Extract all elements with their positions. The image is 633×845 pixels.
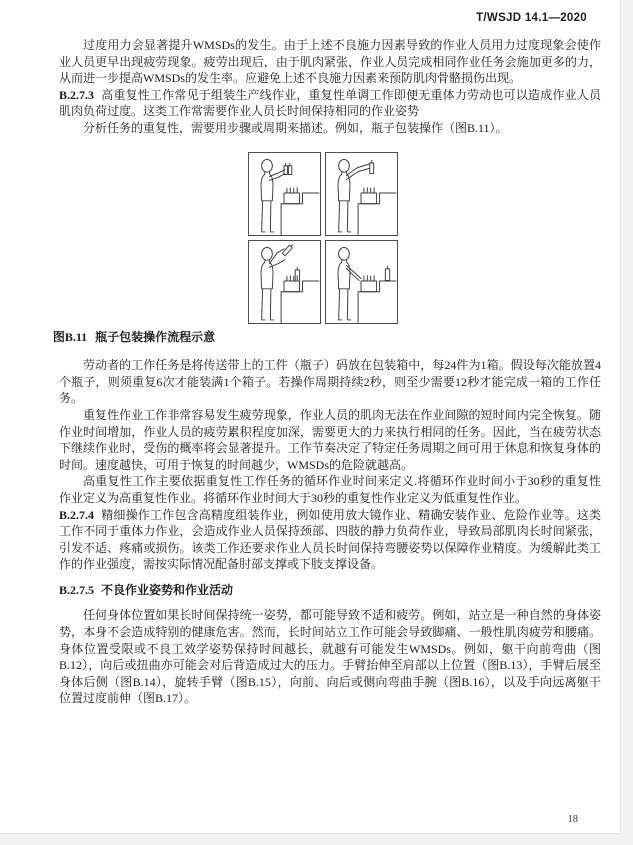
clause-b273-text: 高重复性工作常见于组装生产线作业，重复性单调工作即便无重体力劳动也可以造成作业人员肌肉负荷过度。这类工作常需要作业人员长时间保持相同的作业姿势: [59, 87, 601, 119]
para-repetitive-analysis: 分析任务的重复性，需要用步骤或周期来描述。例如，瓶子包装操作（图B.11）。: [83, 120, 508, 135]
para-task: 劳动者的工作任务是将传送带上的工件（瓶子）码放在包装箱中，每24件为1箱。假设每次能放置4个瓶子，则须重复6次才能装满1个箱子。若操作周期持续2秒，则至少需要12秒才能完成一箱的工作任务。: [59, 358, 601, 406]
page-body: [52, 37, 601, 707]
bottle-packing-step-2-illustration: [326, 153, 397, 235]
figure-caption-label: 图B.11: [52, 329, 88, 344]
figure-panel-1: [248, 152, 321, 236]
para-fatigue: 重复性作业工作非常容易发生疲劳现象，作业人员的肌肉无法在作业间隙的短时间内完全恢复。随作业时间增加，作业人员的疲劳累积程度加深，需要更大的力来执行相同的任务。因此，当在疲劳状态下继续作业时，受伤的概率将会显著提升。工作节奏决定了特定任务周期之间可用于休息和恢复身体的时间。速度越快，可用于恢复的时间越少，WMSDs的危险就越高。: [59, 407, 601, 472]
clause-b275-title: 不良作业姿势和作业活动: [101, 582, 234, 597]
page-number: 18: [567, 814, 578, 825]
figure-b11-panels: [248, 152, 398, 324]
clause-b273: [59, 87, 601, 120]
figure-b11: [248, 152, 398, 324]
clause-b275-label: B.2.7.5: [59, 582, 95, 597]
figure-panel-2: [325, 152, 398, 236]
standard-number: T/WSJD 14.1—2020: [476, 12, 587, 24]
para-overexertion: 过度用力会显著提升WMSDs的发生。由于上述不良施力因素导致的作业人员用力过度现象会使作业人员更早出现疲劳现象。疲劳出现后，由于肌肉紧张，作业人员完成相同作业任务会施加更多的力，从而进一步提高WMSDs的发生率。应避免上述不良施力因素来预防肌肉骨骼损伤出现。: [59, 38, 601, 86]
para-high-repetition: 高重复性工作主要依据重复性工作任务的循环作业时间来定义.将循环作业时间小于30秒的重复性作业定义为高重复性作业。将循环作业时间大于30秒的重复性作业定义为低重复性作业。: [59, 474, 601, 505]
figure-panel-4: [325, 240, 398, 324]
figure-caption: [0, 329, 284, 346]
clause-b275-heading: [59, 582, 601, 599]
bottle-packing-step-3-illustration: [249, 241, 320, 323]
figure-caption-text: 瓶子包装操作流程示意: [95, 329, 216, 344]
bottle-packing-step-4-illustration: [326, 241, 397, 323]
clause-b274-label: B.2.7.4: [59, 507, 95, 522]
figure-panel-3: [248, 240, 321, 324]
para-posture: 任何身体位置如果长时间保持统一姿势，都可能导致不适和疲劳。例如，站立是一种自然的身体姿势，本身不会造成特别的健康危害。然而，长时间站立工作可能会导致脚痛、一般性肌肉疲劳和腰痛。身体位置受限或不良工效学姿势保持时间越长，就越有可能发生WMSDs。例如，躯干向前弯曲（图B.12），向后或扭曲亦可能会对后背造成过大的压力。手臂抬伸至肩部以上位置（图B.13），手臂后展至身体后侧（图B.14），旋转手臂（图B.15），向前、向后或侧向弯曲手腕（图B.16），以及手向远离躯干位置过度前伸（图B.17）。: [59, 608, 601, 706]
clause-b274-text: 精细操作工作包含高精度组装作业，例如使用放大镜作业、精确安装作业、危险作业等。这类工作不同于重体力作业，会造成作业人员保持颈部、四肢的静力负荷作业，导致局部肌肉长时间紧张，引发不适、疼痛或损伤。该类工作还要求作业人员长时间保持弯腰姿势以保障作业精度。为缓解此类工作的作业强度，需按实际情况配备肘部支撑或下肢支撑设备。: [59, 507, 601, 572]
bottle-packing-step-1-illustration: [249, 153, 320, 235]
clause-b274: [59, 507, 601, 573]
clause-b273-label: B.2.7.3: [59, 87, 95, 102]
